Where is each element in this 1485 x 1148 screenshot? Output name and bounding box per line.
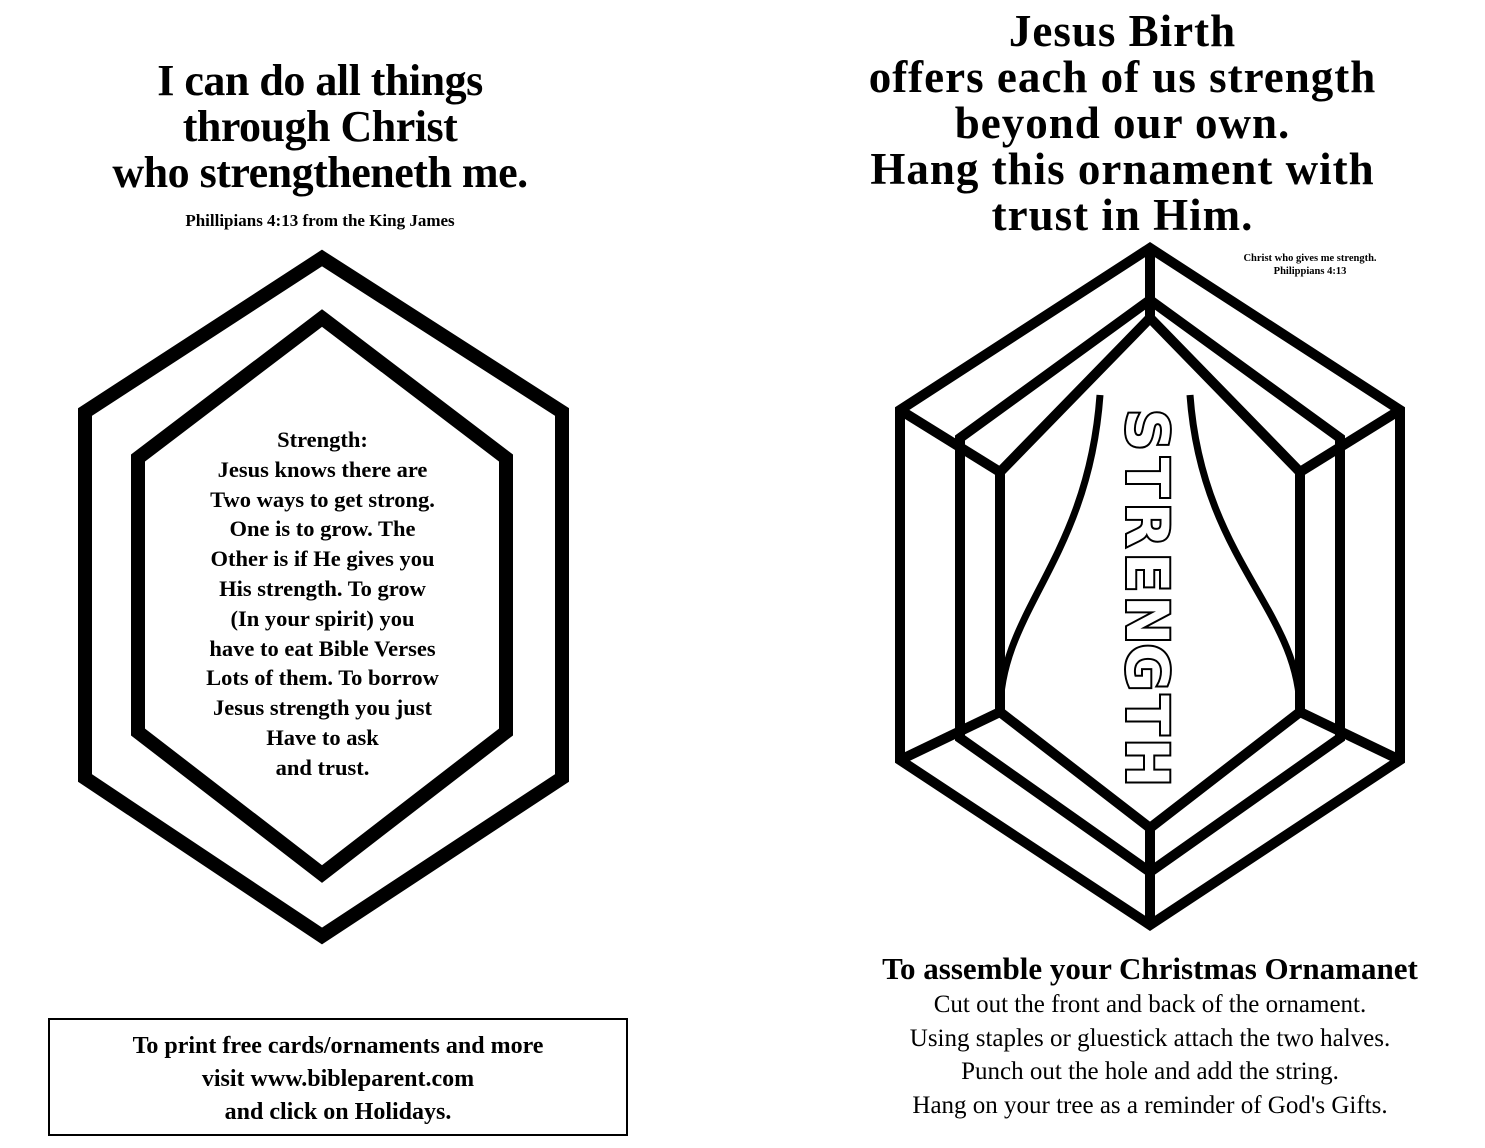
right-title-line: Hang this ornament with	[870, 144, 1375, 194]
strength-letter: T	[1113, 695, 1181, 735]
poem-line: Strength:	[277, 427, 368, 452]
strength-letter: G	[1113, 643, 1181, 692]
left-card-citation: Phillipians 4:13 from the King James	[185, 211, 455, 230]
strength-letter: H	[1113, 738, 1181, 787]
verse-line: Philippians 4:13	[1273, 266, 1347, 277]
strength-letter: T	[1113, 457, 1181, 498]
strength-letter: R	[1113, 502, 1181, 548]
right-title-line: trust in Him.	[991, 190, 1254, 240]
poem-line: have to eat Bible Verses	[209, 635, 436, 661]
instruction-step: Using staples or gluestick attach the two halves.	[909, 1024, 1391, 1052]
footer-line: visit www.bibleparent.com	[201, 1066, 475, 1092]
left-title-line: I can do all things	[157, 56, 483, 105]
right-title-line: Jesus Birth	[1008, 6, 1237, 56]
strength-letter: E	[1113, 552, 1181, 593]
poem-line: Two ways to get strong.	[210, 486, 435, 512]
instruction-step: Hang on your tree as a reminder of God's Gifts.	[912, 1091, 1388, 1119]
poem-line: His strength. To grow	[219, 575, 426, 601]
website-footer-box	[48, 1018, 628, 1136]
left-title-line: who strengtheneth me.	[112, 148, 528, 197]
poem-line: Jesus strength you just	[213, 695, 432, 721]
right-title-line: beyond our own.	[954, 98, 1291, 148]
footer-line: and click on Holidays.	[224, 1099, 452, 1125]
strength-vertical-word	[1113, 409, 1181, 787]
poem-line: and trust.	[275, 754, 370, 780]
poem-line: One is to grow. The	[229, 516, 416, 542]
strength-letter: N	[1113, 595, 1181, 645]
verse-line: Christ who gives me strength.	[1243, 253, 1377, 264]
right-card-verse	[1200, 252, 1420, 278]
instructions-steps	[820, 988, 1480, 1122]
right-card-title	[800, 8, 1445, 238]
strength-letter: S	[1113, 409, 1181, 451]
instruction-step: Cut out the front and back of the ornament.	[933, 991, 1367, 1018]
instructions-heading: To assemble your Christmas Ornamanet	[882, 951, 1418, 986]
poem-line: Lots of them. To borrow	[206, 665, 439, 691]
left-card-poem	[150, 425, 495, 783]
left-title-line: through Christ	[182, 102, 458, 151]
footer-line: To print free cards/ornaments and more	[132, 1033, 544, 1059]
poem-line: Jesus knows there are	[217, 456, 428, 482]
poem-line: Have to ask	[266, 724, 379, 750]
right-title-line: offers each of us strength	[868, 52, 1377, 102]
poem-line: (In your spirit) you	[230, 605, 415, 631]
instruction-step: Punch out the hole and add the string.	[961, 1058, 1339, 1085]
poem-line: Other is if He gives you	[210, 546, 435, 572]
left-card-title	[40, 58, 600, 196]
